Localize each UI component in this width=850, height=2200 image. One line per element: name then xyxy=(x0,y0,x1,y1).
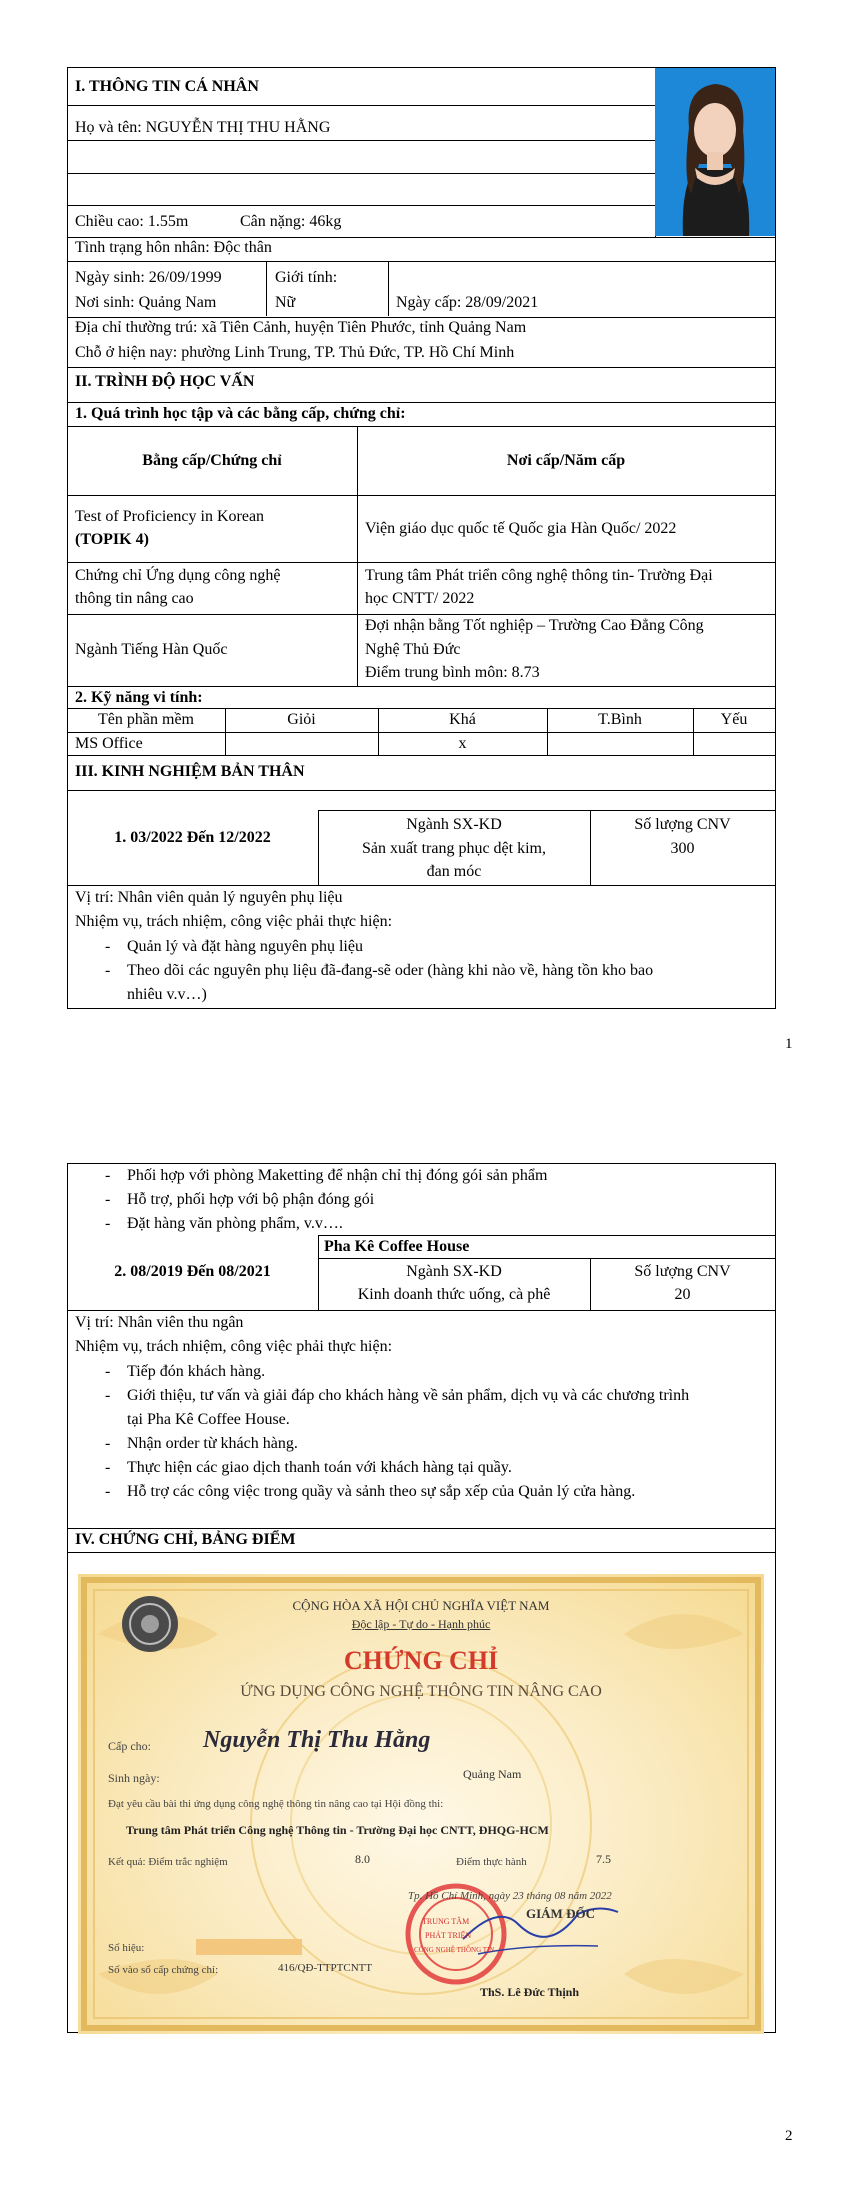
permanent-address: Địa chỉ thường trú: xã Tiên Cảnh, huyện Tiên Phước, tỉnh Quảng Nam xyxy=(75,319,527,336)
page-number-2: 2 xyxy=(785,2128,793,2144)
section-title-personal-info: I. THÔNG TIN CÁ NHÂN xyxy=(75,78,259,95)
degree-2-name-line2: thông tin nâng cao xyxy=(75,590,194,607)
degree-3-gpa: Điểm trung bình môn: 8.73 xyxy=(365,664,540,681)
skill-level-mark: x xyxy=(458,735,467,752)
job2-position: Vị trí: Nhân viên thu ngân xyxy=(75,1314,244,1331)
cert-serial-label: Số hiệu: xyxy=(108,1942,145,1954)
cert-result-label: Kết quả: Điểm trắc nghiệm xyxy=(108,1856,228,1868)
cert-issued-to-label: Cấp cho: xyxy=(108,1739,151,1753)
job2-duties-label: Nhiệm vụ, trách nhiệm, công việc phải thực hiện: xyxy=(75,1338,393,1355)
job1-duties-label: Nhiệm vụ, trách nhiệm, công việc phải thực hiện: xyxy=(75,913,393,930)
height: Chiều cao: 1.55m xyxy=(75,213,189,230)
current-address: Chỗ ở hiện nay: phường Linh Trung, TP. Thủ Đức, TP. Hồ Chí Minh xyxy=(75,344,515,361)
list-item: - Hỗ trợ, phối hợp với bộ phận đóng gói xyxy=(75,1188,765,1212)
degree-2-issuer-line1: Trung tâm Phát triển công nghệ thông tin- Trường Đại xyxy=(365,567,713,584)
certificate-image xyxy=(78,1574,764,2034)
col-header-issuer: Nơi cấp/Năm cấp xyxy=(506,452,626,469)
job1-sector-label: Ngành SX-KD xyxy=(406,816,502,833)
job1-sector-line1: Sản xuất trang phục dệt kim, xyxy=(362,840,546,857)
cert-seal-line3: CÔNG NGHỆ THÔNG TIN xyxy=(414,1946,495,1954)
degree-3-name: Ngành Tiếng Hàn Quốc xyxy=(75,641,228,658)
job1-position: Vị trí: Nhân viên quản lý nguyên phụ liệu xyxy=(75,889,343,906)
list-item: - Theo dõi các nguyên phụ liệu đã-đang-sẽ oder (hàng khi nào về, hàng tồn kho bao nhiêu v.v…) xyxy=(75,959,765,1007)
cert-birthplace: Quảng Nam xyxy=(463,1767,522,1781)
cert-director-title: GIÁM ĐỐC xyxy=(526,1906,595,1921)
profile-photo xyxy=(655,68,775,236)
skill-header-good: Giỏi xyxy=(287,711,316,728)
cert-dob-label: Sinh ngày: xyxy=(108,1771,160,1785)
skill-header-average: T.Bình xyxy=(598,711,642,728)
cert-council: Trung tâm Phát triển Công nghệ Thông tin - Trường Đại học CNTT, ĐHQG-HCM xyxy=(126,1823,549,1837)
marital-status: Tình trạng hôn nhân: Độc thân xyxy=(75,239,272,256)
job1-duties-list-p2 xyxy=(75,1164,765,1236)
list-item: - Quản lý và đặt hàng nguyên phụ liệu xyxy=(75,935,765,959)
cert-motto: Độc lập - Tự do - Hạnh phúc xyxy=(351,1617,491,1631)
cert-register-label: Số vào sổ cấp chứng chỉ: xyxy=(108,1964,219,1976)
list-item: - Thực hiện các giao dịch thanh toán với khách hàng tại quầy. xyxy=(75,1456,765,1480)
job1-staff-label: Số lượng CNV xyxy=(634,816,731,833)
job1-sector-line2: đan móc xyxy=(426,863,482,880)
list-item: - Tiếp đón khách hàng. xyxy=(75,1360,765,1384)
section-title-experience: III. KINH NGHIỆM BẢN THÂN xyxy=(75,763,305,780)
list-item: - Phối hợp với phòng Maketting để nhận chỉ thị đóng gói sản phẩm xyxy=(75,1164,765,1188)
gender-label: Giới tính: xyxy=(275,269,338,286)
cert-heading: CHỨNG CHỈ xyxy=(343,1646,499,1675)
cert-holder-name: Nguyễn Thị Thu Hằng xyxy=(203,1727,431,1753)
skill-header-weak: Yếu xyxy=(720,711,748,728)
cert-mc-score: 8.0 xyxy=(355,1852,370,1866)
date-of-birth: Ngày sinh: 26/09/1999 xyxy=(75,269,222,286)
job2-sector-label: Ngành SX-KD xyxy=(406,1263,502,1280)
degree-1-level: (TOPIK 4) xyxy=(75,531,149,548)
education-subheading: 1. Quá trình học tập và các bằng cấp, chứng chỉ: xyxy=(75,405,406,422)
full-name: Họ và tên: NGUYỄN THỊ THU HẰNG xyxy=(75,119,331,136)
list-item: - Hỗ trợ các công việc trong quầy và sảnh theo sự sắp xếp của Quản lý cửa hàng. xyxy=(75,1480,765,1504)
list-item: - Nhận order từ khách hàng. xyxy=(75,1432,765,1456)
cert-date-line: Tp. Hồ Chí Minh, ngày 23 tháng 08 năm 2022 xyxy=(408,1890,612,1902)
job1-duties-list-p1 xyxy=(75,935,765,1007)
degree-1-issuer: Viện giáo dục quốc tế Quốc gia Hàn Quốc/ 2022 xyxy=(365,520,677,537)
cert-pass-text: Đạt yêu cầu bài thi ứng dụng công nghệ thông tin nâng cao tại Hội đồng thi: xyxy=(108,1798,444,1810)
job2-staff-label: Số lượng CNV xyxy=(634,1263,731,1280)
cert-register-number: 416/QĐ-TTPTCNTT xyxy=(278,1962,373,1974)
place-of-birth: Nơi sinh: Quảng Nam xyxy=(75,294,217,311)
cert-practical-label: Điểm thực hành xyxy=(456,1856,527,1868)
degree-3-issuer-line1: Đợi nhận bằng Tốt nghiệp – Trường Cao Đẳng Công xyxy=(365,617,704,634)
cert-subheading: ỨNG DỤNG CÔNG NGHỆ THÔNG TIN NÂNG CAO xyxy=(240,1683,602,1700)
job2-sector-line1: Kinh doanh thức uống, cà phê xyxy=(357,1286,551,1303)
job1-period: 1. 03/2022 Đến 12/2022 xyxy=(114,829,271,846)
degree-2-issuer-line2: học CNTT/ 2022 xyxy=(365,590,475,607)
skill-header-fair: Khá xyxy=(449,711,476,728)
job2-duties-list xyxy=(75,1360,765,1504)
section-title-certificates: IV. CHỨNG CHỈ, BẢNG ĐIỂM xyxy=(75,1531,296,1548)
degree-2-name-line1: Chứng chỉ Ứng dụng công nghệ xyxy=(75,567,281,584)
job2-period: 2. 08/2019 Đến 08/2021 xyxy=(114,1263,271,1280)
degree-3-issuer-line2: Nghệ Thủ Đức xyxy=(365,641,461,658)
issue-date: Ngày cấp: 28/09/2021 xyxy=(396,294,539,311)
job2-staff-count: 20 xyxy=(674,1286,691,1303)
cert-practical-score: 7.5 xyxy=(596,1852,611,1866)
cert-signer: ThS. Lê Đức Thịnh xyxy=(480,1985,580,1999)
list-item: - Đặt hàng văn phòng phẩm, v.v…. xyxy=(75,1212,765,1236)
cert-seal-line2: PHÁT TRIỂN xyxy=(425,1931,472,1940)
gender-value: Nữ xyxy=(275,294,296,311)
section-title-education: II. TRÌNH ĐỘ HỌC VẤN xyxy=(75,373,255,390)
cert-country: CỘNG HÒA XÃ HỘI CHỦ NGHĨA VIỆT NAM xyxy=(292,1598,550,1613)
list-item: - Giới thiệu, tư vấn và giải đáp cho khách hàng về sản phẩm, dịch vụ và các chương trình tại Pha Kê Coffee House. xyxy=(75,1384,765,1432)
weight: Cân nặng: 46kg xyxy=(240,213,342,230)
skill-software-name: MS Office xyxy=(75,735,143,752)
page-number-1: 1 xyxy=(785,1036,793,1052)
job1-staff-count: 300 xyxy=(670,840,695,857)
cert-seal-line1: TRUNG TÂM xyxy=(422,1917,470,1926)
col-header-degree: Bằng cấp/Chứng chỉ xyxy=(142,452,282,469)
skill-header-software: Tên phần mềm xyxy=(98,711,194,728)
degree-1-name: Test of Proficiency in Korean xyxy=(75,508,265,525)
computer-skills-subheading: 2. Kỹ năng vi tính: xyxy=(75,689,203,706)
job2-company: Pha Kê Coffee House xyxy=(324,1238,470,1255)
